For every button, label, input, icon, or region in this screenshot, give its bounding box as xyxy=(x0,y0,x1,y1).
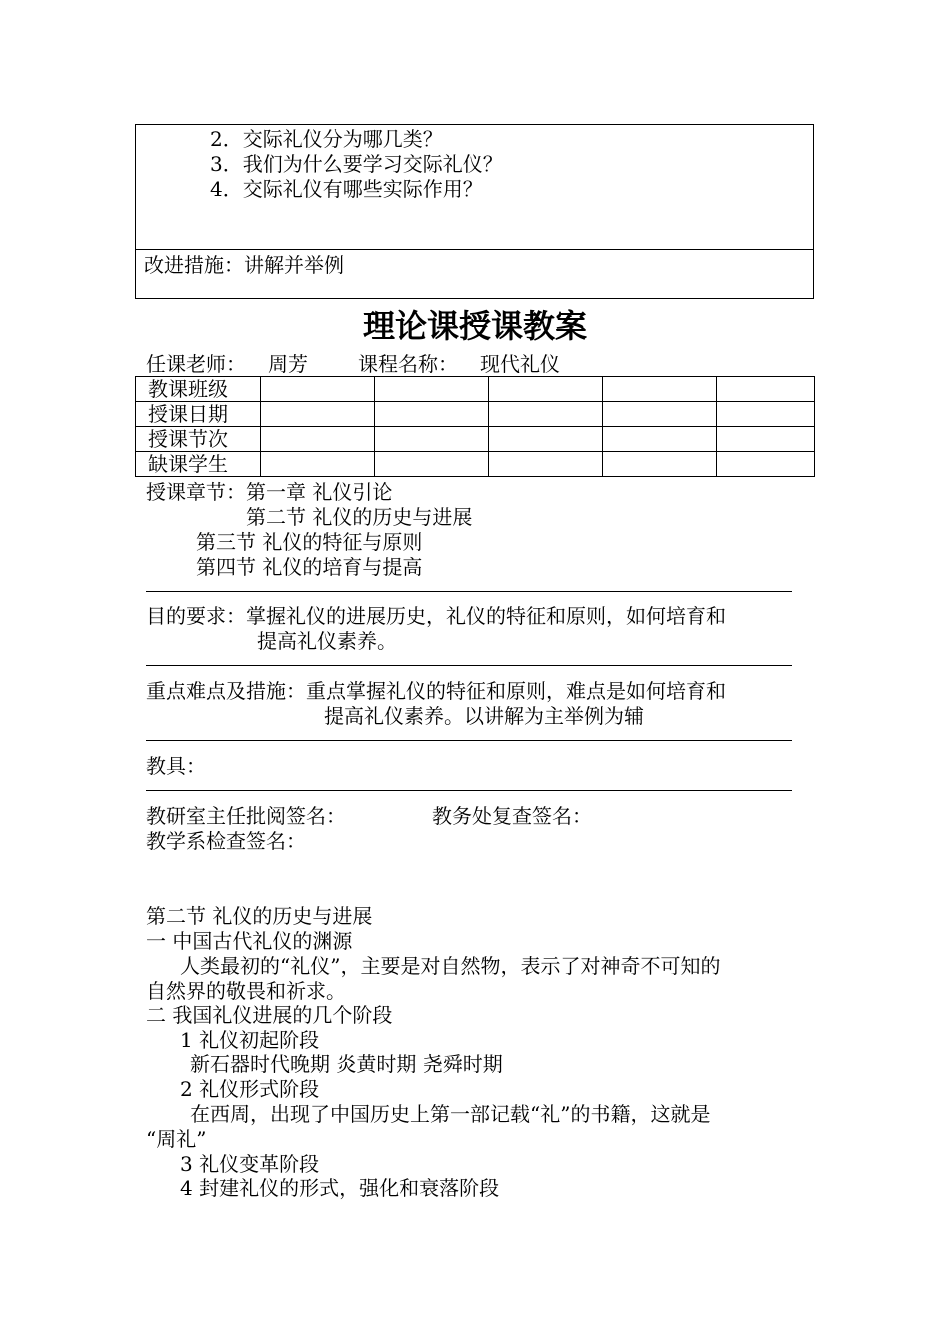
table-cell xyxy=(489,452,603,477)
question-4: 4．交际礼仪有哪些实际作用？ xyxy=(210,177,483,201)
table-cell xyxy=(375,427,489,452)
course-name: 现代礼仪 xyxy=(480,352,560,376)
question-2: 2．交际礼仪分为哪几类？ xyxy=(210,127,443,151)
table-cell xyxy=(603,402,717,427)
department-signature: 教学系检查签名： xyxy=(146,829,306,853)
key-points-line-2: 提高礼仪素养。以讲解为主举例为辅 xyxy=(324,704,644,728)
separator-line xyxy=(146,665,792,666)
row-label: 授课节次 xyxy=(136,427,261,452)
stage-2: 2 礼仪形式阶段 xyxy=(180,1077,320,1101)
heading-2: 二 我国礼仪进展的几个阶段 xyxy=(146,1003,393,1027)
table-cell xyxy=(603,452,717,477)
table-cell xyxy=(717,402,815,427)
table-cell xyxy=(375,377,489,402)
table-cell xyxy=(261,377,375,402)
row-label: 缺课学生 xyxy=(136,452,261,477)
table-cell xyxy=(261,402,375,427)
row-label: 教课班级 xyxy=(136,377,261,402)
table-cell xyxy=(489,377,603,402)
stage-1-detail: 新石器时代晚期 炎黄时期 尧舜时期 xyxy=(190,1052,503,1076)
teacher-name: 周芳 xyxy=(268,352,308,376)
table-cell xyxy=(717,452,815,477)
separator-line xyxy=(146,740,792,741)
class-info-table xyxy=(135,376,815,477)
table-row xyxy=(136,402,815,427)
heading-1: 一 中国古代礼仪的渊源 xyxy=(146,929,353,953)
table-cell xyxy=(375,402,489,427)
paragraph-1-line-1: 人类最初的“礼仪”，主要是对自然物，表示了对神奇不可知的 xyxy=(180,954,721,978)
table-cell xyxy=(717,427,815,452)
academic-signature: 教务处复查签名： xyxy=(432,804,592,828)
stage-2-line-2: “周礼” xyxy=(146,1127,207,1151)
section-title: 第二节 礼仪的历史与进展 xyxy=(146,904,373,928)
course-label: 课程名称： xyxy=(358,352,458,376)
table-row xyxy=(136,452,815,477)
table-cell xyxy=(717,377,815,402)
table-cell xyxy=(261,452,375,477)
stage-1: 1 礼仪初起阶段 xyxy=(180,1028,320,1052)
teacher-label: 任课老师： xyxy=(146,352,246,376)
stage-2-line-1: 在西周，出现了中国历史上第一部记载“礼”的书籍，这就是 xyxy=(190,1102,711,1126)
key-points-line-1: 重点难点及措施：重点掌握礼仪的特征和原则，难点是如何培育和 xyxy=(146,679,726,703)
questions-box xyxy=(135,124,814,299)
table-cell xyxy=(603,427,717,452)
table-cell xyxy=(261,427,375,452)
stage-3: 3 礼仪变革阶段 xyxy=(180,1152,320,1176)
director-signature: 教研室主任批阅签名： xyxy=(146,804,346,828)
box-divider xyxy=(136,249,813,250)
chapter-line-4: 第四节 礼仪的培育与提高 xyxy=(196,555,423,579)
chapter-line-3: 第三节 礼仪的特征与原则 xyxy=(196,530,423,554)
question-3: 3．我们为什么要学习交际礼仪？ xyxy=(210,152,503,176)
stage-4: 4 封建礼仪的形式，强化和衰落阶段 xyxy=(180,1176,500,1200)
row-label: 授课日期 xyxy=(136,402,261,427)
chapter-line-1: 授课章节：第一章 礼仪引论 xyxy=(146,480,393,504)
table-cell xyxy=(489,402,603,427)
improvement-measures: 改进措施：讲解并举例 xyxy=(144,253,344,277)
table-cell xyxy=(375,452,489,477)
objective-line-1: 目的要求：掌握礼仪的进展历史，礼仪的特征和原则，如何培育和 xyxy=(146,604,726,628)
chapter-line-2: 第二节 礼仪的历史与进展 xyxy=(246,505,473,529)
teaching-tools: 教具： xyxy=(146,754,206,778)
objective-line-2: 提高礼仪素养。 xyxy=(257,629,397,653)
table-cell xyxy=(603,377,717,402)
separator-line xyxy=(146,591,792,592)
table-row xyxy=(136,377,815,402)
paragraph-1-line-2: 自然界的敬畏和祈求。 xyxy=(146,979,346,1003)
separator-line xyxy=(146,790,792,791)
page-title: 理论课授课教案 xyxy=(362,307,587,345)
table-row xyxy=(136,427,815,452)
table-cell xyxy=(489,427,603,452)
